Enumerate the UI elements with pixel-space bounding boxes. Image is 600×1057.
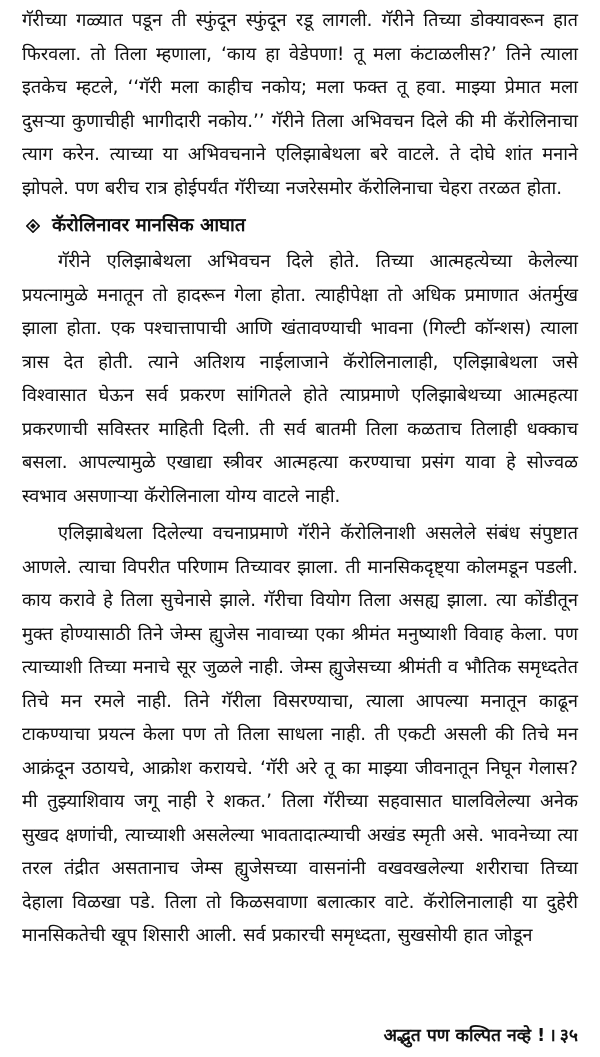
section-heading-text: कॅरोलिनावर मानसिक आघात — [52, 215, 246, 236]
paragraph-1: गॅरीच्या गळ्यात पडून ती स्फुंदून स्फुंदून रडू लागली. गॅरीने तिच्या डोक्यावरून हात फिरवला. तो तिला म्हणाला, ‘काय हा वेडेपणा! तू मला कंटाळलीस?’ तिने त्याला इतकेच म्हटले, ‘‘गॅरी मला काहीच नकोय; मला फक्त तू हवा. माझ्या प्रेमात मला दुसऱ्या कुणाचीही भागीदारी नकोय.’’ गॅरीने तिला अभिवचन दिले की मी कॅरोलिनाचा त्याग करेन. त्याच्या या अभिवचनाने एलिझाबेथला बरे वाटले. ते दोघे शांत मनाने झोपले. पण बरीच रात्र होईपर्यंत गॅरीच्या नजरेसमोर कॅरोलिनाचा चेहरा तरळत होता. — [22, 10, 578, 199]
paragraph-3: एलिझाबेथला दिलेल्या वचनाप्रमाणे गॅरीने कॅरोलिनाशी असलेले संबंध संपुष्टात आणले. त्याचा विपरीत परिणाम तिच्यावर झाला. ती मानसिकदृष्ट्या कोलमडून पडली. काय करावे हे तिला सुचेनासे झाले. गॅरीचा वियोग तिला असह्य झाला. त्या कोंडीतून मुक्त होण्यासाठी तिने जेम्स ह्युजेस नावाच्या एका श्रीमंत मनुष्याशी विवाह केला. पण त्याच्याशी तिच्या मनाचे सूर जुळले नाही. जेम्स ह्युजेसच्या श्रीमंती व भौतिक समृध्दतेत तिचे मन रमले नाही. तिने गॅरीला विसरण्याचा, त्याला आपल्या मनातून काढून टाकण्याचा प्रयत्न केला पण तो तिला साधला नाही. ती एकटी असली की तिचे मन आक्रंदून उठायचे, आक्रोश करायचे. ‘गॅरी अरे तू का माझ्या जीवनातून निघून गेलास? मी तुझ्याशिवाय जगू नाही रे शकत.’ तिला गॅरीच्या सहवासात घालविलेल्या अनेक सुखद क्षणांची, त्याच्याशी असलेल्या भावतादात्म्याची अखंड स्मृती असे. भावनेच्या त्या तरल तंद्रीत असतानाच जेम्स ह्युजेसच्या वासनांनी वखवखलेल्या शरीराचा तिच्या देहाला विळखा पडे. तिला तो किळसवाणा बलात्कार वाटे. कॅरोलिनालाही या दुहेरी मानसिकतेची खूप शिसारी आली. सर्व प्रकारची समृध्दता, सुखसोयी हात जोडून — [22, 523, 578, 946]
diamond-icon — [26, 219, 40, 233]
page-footer — [384, 1023, 578, 1049]
page-number: ३५ — [559, 1026, 578, 1046]
section-heading — [22, 211, 578, 241]
footer-separator: । — [549, 1026, 556, 1046]
running-title: अद्भुत पण कल्पित नव्हे ! — [383, 1026, 546, 1046]
paragraph-2: गॅरीने एलिझाबेथला अभिवचन दिले होते. तिच्या आत्महत्येच्या केलेल्या प्रयत्नामुळे मनातून तो हादरून गेला होता. त्याहीपेक्षा तो अधिक प्रमाणात अंतर्मुख झाला होता. एक पश्चात्तापाची आणि खंतावण्याची भावना (गिल्टी कॉन्शस) त्याला त्रास देत होती. त्याने अतिशय नाईलाजाने कॅरोलिनालाही, एलिझाबेथला जसे विश्वासात घेऊन सर्व प्रकरण सांगितले होते त्याप्रमाणे एलिझाबेथच्या आत्महत्या प्रकरणाची सविस्तर माहिती दिली. ती सर्व बातमी तिला कळताच तिलाही धक्काच बसला. आपल्यामुळे एखाद्या स्त्रीवर आत्महत्या करण्याचा प्रसंग यावा हे सोज्वळ स्वभाव असणाऱ्या कॅरोलिनाला योग्य वाटले नाही. — [22, 251, 578, 507]
